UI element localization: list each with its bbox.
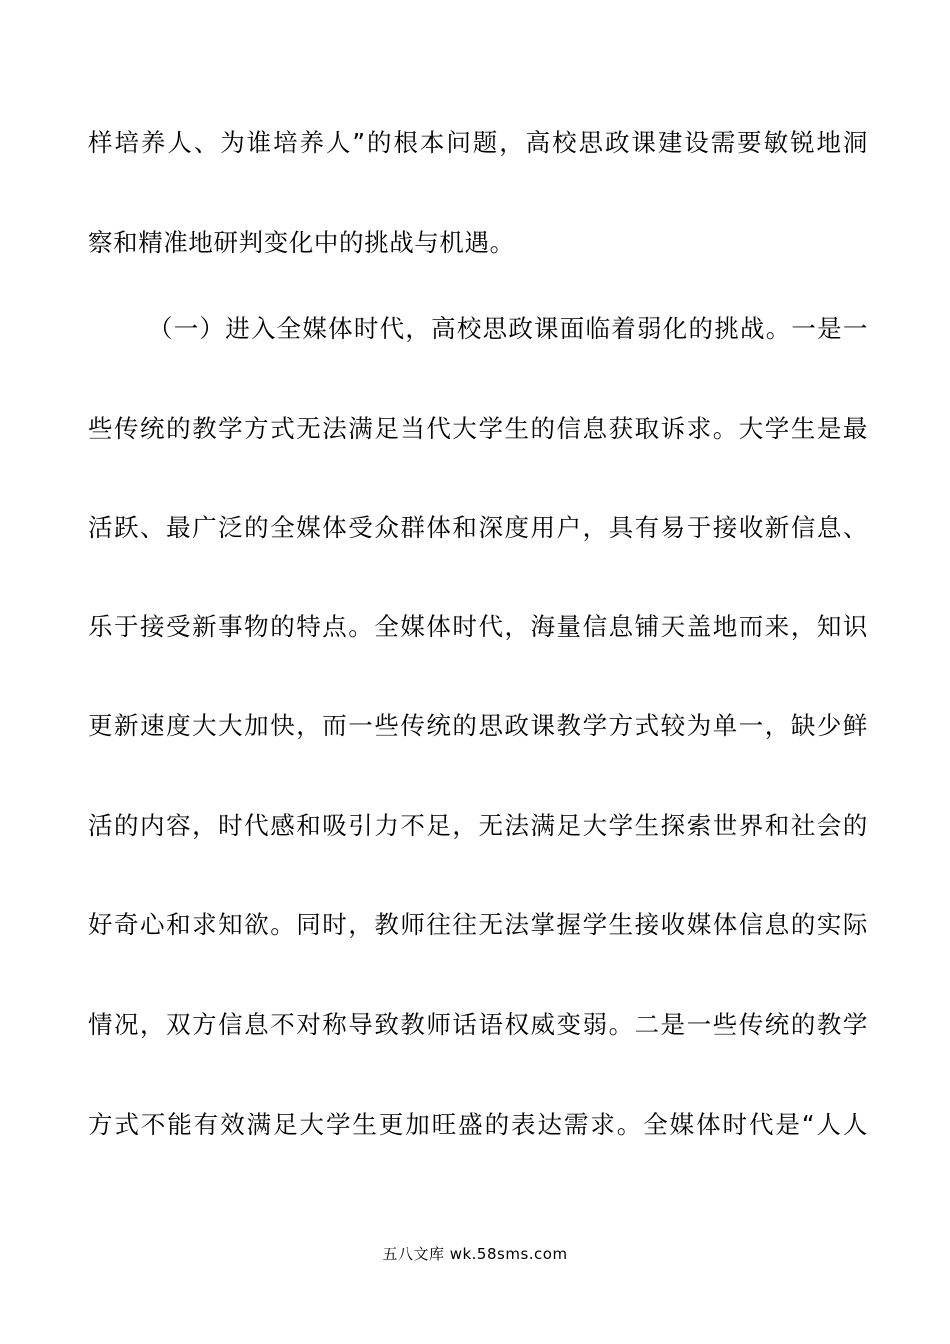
text-line-1: 样培养人、为谁培养人”的根本问题，高校思政课建设需要敏锐地洞 <box>88 128 868 157</box>
text-line-6: 乐于接受新事物的特点。全媒体时代，海量信息铺天盖地而来，知识 <box>88 612 868 641</box>
text-line-11: 方式不能有效满足大学生更加旺盛的表达需求。全媒体时代是“人人 <box>88 1110 868 1139</box>
text-line-9: 好奇心和求知欲。同时，教师往往无法掌握学生接收媒体信息的实际 <box>88 910 868 939</box>
text-line-8: 活的内容，时代感和吸引力不足，无法满足大学生探索世界和社会的 <box>88 811 868 840</box>
footer-watermark: 五八文库 wk.58sms.com <box>382 1245 568 1263</box>
text-line-5: 活跃、最广泛的全媒体受众群体和深度用户，具有易于接收新信息、 <box>88 513 868 542</box>
text-line-2: 察和精准地研判变化中的挑战与机遇。 <box>88 228 515 257</box>
text-line-10: 情况，双方信息不对称导致教师话语权威变弱。二是一些传统的教学 <box>88 1010 868 1039</box>
text-line-3: （一）进入全媒体时代，高校思政课面临着弱化的挑战。一是一 <box>148 314 868 343</box>
text-line-7: 更新速度大大加快，而一些传统的思政课教学方式较为单一，缺少鲜 <box>88 711 868 740</box>
text-line-4: 些传统的教学方式无法满足当代大学生的信息获取诉求。大学生是最 <box>88 414 868 443</box>
